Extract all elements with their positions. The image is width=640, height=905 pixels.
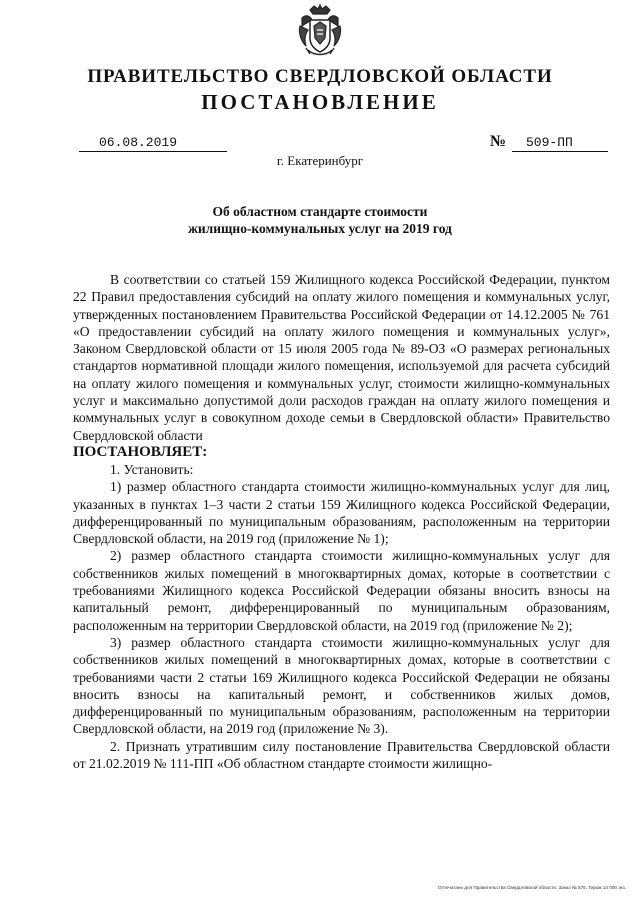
number-label: №: [490, 133, 507, 150]
paragraph-1-3: 3) размер областного стандарта стоимости жилищно-коммунальных услуг для собственников жилых помещений в многоквартирных домах, которые в соответствии с требованиями части 2 статьи 169 Жилищного кодекса Российской Федерации не обязаны вносить взносы на капитальный ремонт, и собственников жилых домов, дифференцированный по муниципальным образованиям, расположенным на территории Свердловской области, на 2019 год (приложение № 3).: [73, 634, 610, 737]
print-note: Отпечатано для Правительства Свердловской области. Заказ № 575. Тираж 14 000 экз.: [437, 885, 626, 890]
paragraph-1-2: 2) размер областного стандарта стоимости жилищно-коммунальных услуг для собственников жилых помещений в многоквартирных домах, которые в соответствии с требованиями Жилищного кодекса Российской Федерации обязаны вносить взносы на капитальный ремонт, дифференцированный по муниципальным образованиям, расположенным на территории Свердловской области, на 2019 год (приложение № 2);: [73, 548, 610, 633]
subject-line-1: Об областном стандарте стоимости: [212, 204, 428, 219]
preamble-paragraph: В соответствии со статьей 159 Жилищного кодекса Российской Федерации, пунктом 22 Правил предоставления субсидий на оплату жилого помещения и коммунальных услуг, утвержденных постановлением Правительства Российской Федерации от 14.12.2005 № 761 «О предоставлении субсидий на оплату жилого помещения и коммунальных услуг», Законом Свердловской области от 15 июля 2005 года № 89-ОЗ «О размерах региональных стандартов нормативной площади жилого помещения, используемой для расчета субсидий на оплату жилого помещения и коммунальных услуг, стоимости жилищно-коммунальных услуг и максимально допустимой доли расходов граждан на оплату жилого помещения и коммунальных услуг в совокупном доходе семьи в Свердловской области» Правительство Свердловской области: [73, 272, 610, 443]
subject-line-2: жилищно-коммунальных услуг на 2019 год: [188, 221, 452, 236]
document-number: 509-ПП: [512, 135, 608, 152]
document-subject: [0, 203, 640, 237]
paragraph-2: 2. Признать утратившим силу постановление Правительства Свердловской области от 21.02.2019 № 111-ПП «Об областном стандарте стоимости жилищно-: [73, 738, 610, 772]
decrees-heading: ПОСТАНОВЛЯЕТ:: [73, 443, 208, 460]
document-body: [73, 271, 610, 772]
paragraph-1-1: 1) размер областного стандарта стоимости жилищно-коммунальных услуг для лиц, указанных в пунктах 1–3 части 2 статьи 159 Жилищного кодекса Российской Федерации, дифференцированный по муниципальным образованиям, расположенным на территории Свердловской области, на 2019 год (приложение № 1);: [73, 479, 610, 547]
government-title: ПРАВИТЕЛЬСТВО СВЕРДЛОВСКОЙ ОБЛАСТИ: [87, 66, 553, 87]
paragraph-1: 1. Установить:: [110, 461, 194, 477]
document-type-title: ПОСТАНОВЛЕНИЕ: [201, 90, 439, 114]
document-date: 06.08.2019: [79, 135, 227, 152]
city: г. Екатеринбург: [276, 153, 364, 168]
coat-of-arms-icon: [296, 4, 344, 58]
